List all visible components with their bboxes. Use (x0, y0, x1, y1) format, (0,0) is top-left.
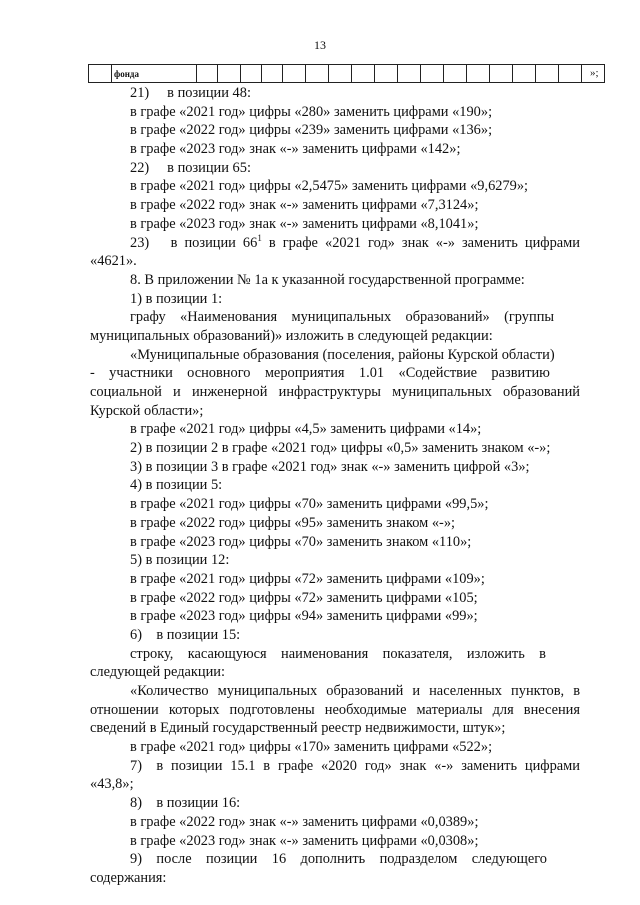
text-line (90, 794, 580, 813)
text-line-content: в графе «2021 год» цифры «70» заменить цифрами «99,5»; (130, 496, 489, 513)
text-line (90, 719, 580, 738)
text-line-content: в графе «2022 год» цифры «72» заменить цифрами «105; (130, 589, 478, 606)
text-line (90, 514, 580, 533)
table-cell (241, 65, 262, 83)
superscript: 1 (257, 232, 262, 243)
text-line-content: 1) в позиции 1: (130, 290, 223, 307)
table-cell (421, 65, 444, 83)
text-line-content: 8) в позиции 16: (130, 795, 241, 812)
table-cell (513, 65, 536, 83)
text-line (90, 589, 580, 608)
table-cell (467, 65, 490, 83)
table-cell (262, 65, 283, 83)
text-line (90, 383, 580, 402)
text-line (90, 570, 580, 589)
text-line (90, 813, 580, 832)
text-line-content: 9) после позиции 16 дополнить подразделом следующего (130, 851, 547, 868)
text-line (90, 869, 580, 888)
text-line (90, 252, 580, 271)
text-line-content: в графе «2021 год» цифры «72» заменить цифрами «109»; (130, 570, 485, 587)
text-line-content: 8. В приложении № 1а к указанной государственной программе: (130, 271, 525, 288)
text-line (90, 271, 580, 290)
text-line (90, 103, 580, 122)
text-line (90, 551, 580, 570)
document-body (90, 84, 580, 888)
text-line (90, 757, 580, 776)
text-line (90, 663, 580, 682)
text-line-content: муниципальных образований)» изложить в следующей редакции: (90, 327, 493, 344)
text-line (90, 850, 580, 869)
text-line-content: 5) в позиции 12: (130, 552, 230, 569)
text-line-content: в графе «2021 год» цифры «170» заменить цифрами «522»; (130, 739, 493, 756)
text-line-content: графу «Наименования муниципальных образований» (группы (130, 309, 555, 326)
text-line (90, 327, 580, 346)
table-cell (536, 65, 559, 83)
table-cell (444, 65, 467, 83)
text-line-content: 7) в позиции 15.1 в графе «2020 год» знак «-» заменить цифрами (130, 757, 580, 774)
text-line-content: «Муниципальные образования (поселения, районы Курской области) (130, 346, 555, 363)
text-line-content: в графе «2021 год» цифры «4,5» заменить цифрами «14»; (130, 421, 482, 438)
table-row-label: фонда (112, 65, 197, 83)
text-line (90, 308, 580, 327)
text-line (90, 215, 580, 234)
text-line (90, 533, 580, 552)
text-line-content: в графе «2023 год» цифры «70» заменить знаком «110»; (130, 533, 472, 550)
text-line-content: «4621». (90, 253, 137, 270)
text-line (90, 234, 580, 253)
page-number: 13 (314, 38, 326, 52)
text-line (90, 439, 580, 458)
amendment-table-row (88, 64, 605, 83)
text-line (90, 476, 580, 495)
text-line (90, 196, 580, 215)
text-line-content: сведений в Единый государственный реестр недвижимости, штук»; (90, 720, 506, 737)
text-line-content: 21) в позиции 48: (130, 85, 251, 101)
table-row (89, 65, 605, 83)
text-line (90, 84, 580, 103)
text-line (90, 458, 580, 477)
text-line (90, 290, 580, 309)
text-line-content: «Количество муниципальных образований и населенных пунктов, в (130, 683, 580, 699)
text-line (90, 775, 580, 794)
text-line-content: 3) в позиции 3 в графе «2021 год» знак «-» заменить цифрой «3»; (130, 458, 530, 475)
text-line-content: 4) в позиции 5: (130, 477, 223, 494)
text-line-content: отношении которых подготовлены необходимые материалы для внесения (90, 701, 580, 718)
text-line-content: в графе «2022 год» цифры «239» заменить цифрами «136»; (130, 122, 493, 139)
text-line (90, 364, 580, 383)
table-cell (283, 65, 306, 83)
text-line (90, 626, 580, 645)
text-line-content: Курской области»; (90, 402, 204, 419)
table-cell (197, 65, 218, 83)
text-line (90, 177, 580, 196)
table-cell (329, 65, 352, 83)
text-line (90, 645, 580, 664)
table-cell (352, 65, 375, 83)
table-cell (306, 65, 329, 83)
text-line (90, 402, 580, 421)
text-line (90, 738, 580, 757)
text-line-content: содержания: (90, 869, 167, 886)
text-line-content: 6) в позиции 15: (130, 626, 241, 643)
text-line-content: в графе «2023 год» знак «-» заменить цифрами «142»; (130, 141, 461, 158)
table-closing-quote: »; (590, 67, 599, 79)
text-line-content: в графе «2021 год» цифры «2,5475» заменить цифрами «9,6279»; (130, 178, 529, 195)
text-line-content: в графе «2022 год» знак «-» заменить цифрами «7,3124»; (130, 197, 479, 214)
text-line (90, 420, 580, 439)
text-line (90, 121, 580, 140)
text-line-content: строку, касающуюся наименования показателя, изложить в (130, 645, 546, 662)
text-line-content: - участники основного мероприятия 1.01 «Содействие развитию (90, 365, 550, 382)
text-line (90, 607, 580, 626)
table-cell (559, 65, 582, 83)
table-cell (218, 65, 241, 83)
text-line (90, 495, 580, 514)
text-line-content: в графе «2022 год» цифры «95» заменить знаком «-»; (130, 514, 456, 531)
text-line-content: «43,8»; (90, 776, 134, 793)
table-cell (398, 65, 421, 83)
table-cell (89, 65, 112, 83)
text-line (90, 682, 580, 701)
text-line-content: в графе «2023 год» знак «-» заменить цифрами «0,0308»; (130, 832, 479, 849)
table-cell (375, 65, 398, 83)
text-line (90, 159, 580, 178)
text-line-content: 23) в позиции 66 (130, 234, 258, 251)
text-line-content: 2) в позиции 2 в графе «2021 год» цифры «0,5» заменить знаком «-»; (130, 440, 551, 457)
text-line-content: в графе «2021 год» цифры «280» заменить цифрами «190»; (130, 103, 493, 120)
text-line (90, 346, 580, 365)
text-line-content: следующей редакции: (90, 664, 225, 681)
text-line (90, 140, 580, 159)
text-line-content: в графе «2023 год» цифры «94» заменить цифрами «99»; (130, 608, 478, 625)
text-line-content: в графе «2023 год» знак «-» заменить цифрами «8,1041»; (130, 215, 479, 232)
text-line-content: социальной и инженерной инфраструктуры муниципальных образований (90, 384, 580, 400)
table-cell (490, 65, 513, 83)
text-line (90, 701, 580, 720)
text-line (90, 832, 580, 851)
text-line-content: в графе «2021 год» знак «-» заменить цифрами (261, 234, 580, 251)
text-line-content: 22) в позиции 65: (130, 159, 251, 176)
text-line-content: в графе «2022 год» знак «-» заменить цифрами «0,0389»; (130, 813, 479, 830)
